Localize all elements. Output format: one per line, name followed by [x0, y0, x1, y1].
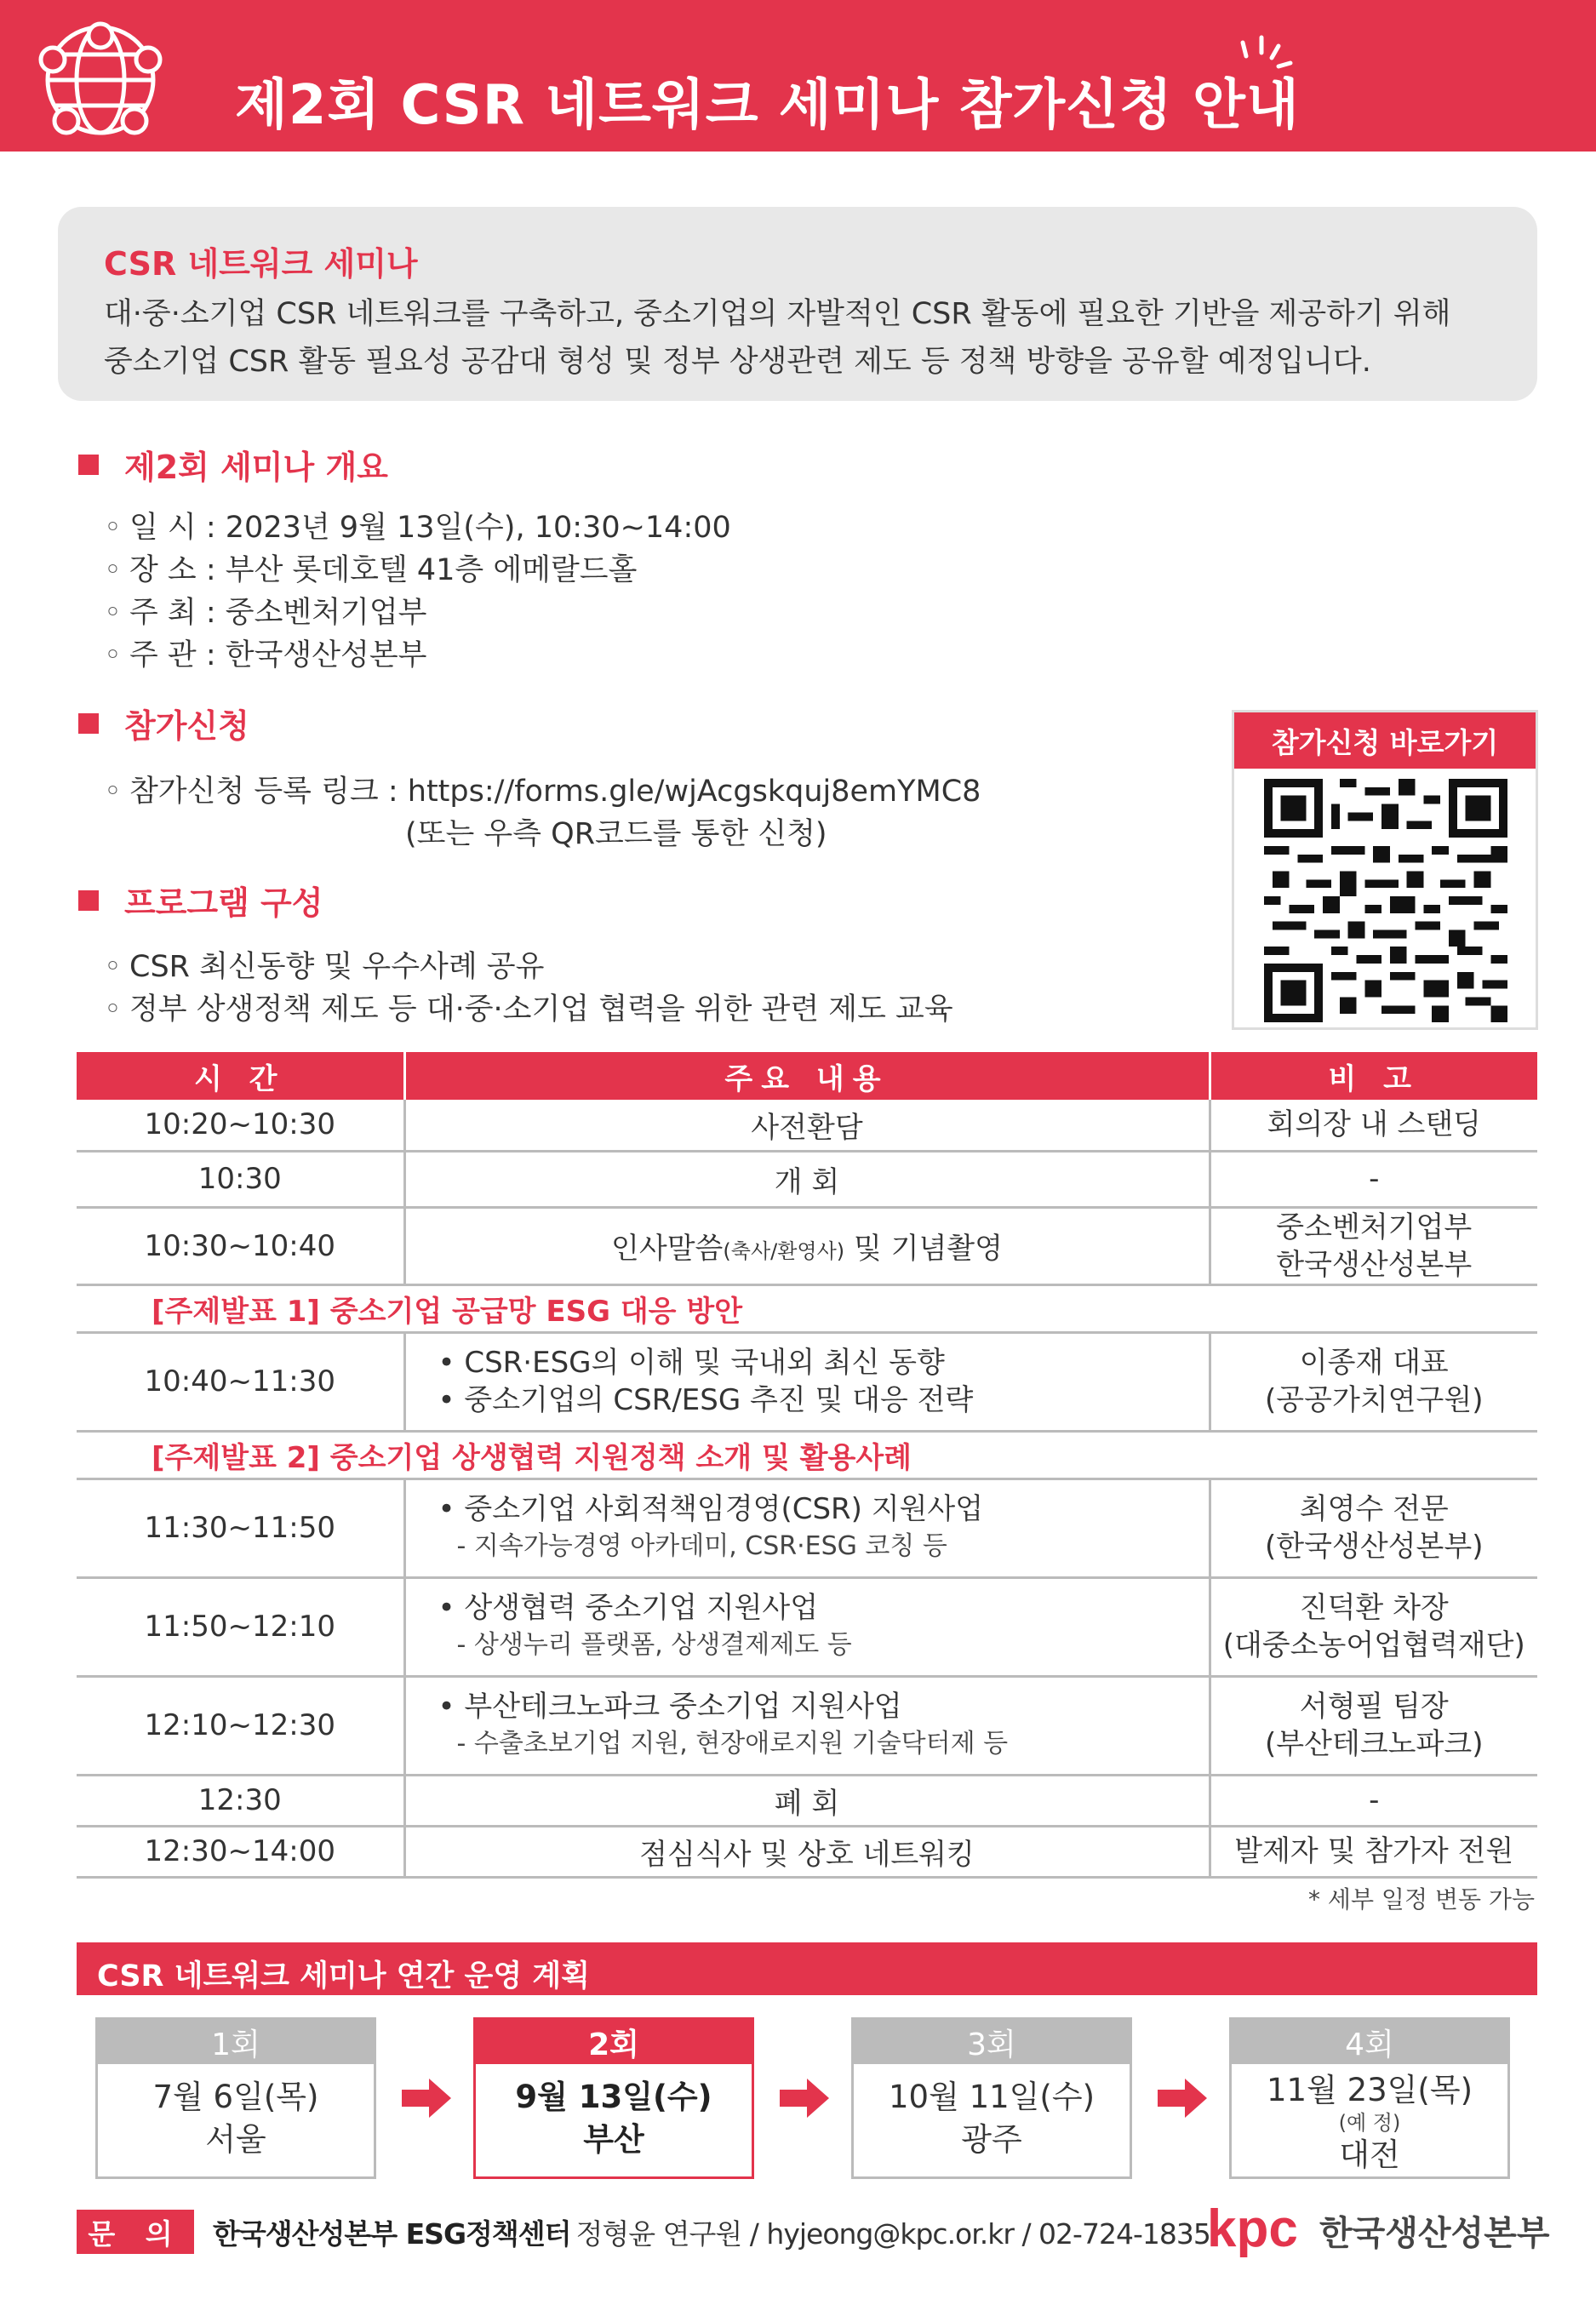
section-square-icon	[78, 713, 99, 734]
topic-title: [주제발표 2] 중소기업 상생협력 지원정책 소개 및 활용사례	[77, 1431, 1537, 1479]
program-table	[77, 1052, 1537, 1879]
round-label: 4회	[1232, 2020, 1507, 2064]
program-item-text: CSR 최신동향 및 우수사례 공유	[129, 950, 545, 984]
round-label: 1회	[98, 2020, 374, 2064]
cell-content	[404, 1479, 1210, 1577]
topic-row	[77, 1284, 1537, 1332]
overview-item-text: 장 소 : 부산 롯데호텔 41층 에메랄드홀	[129, 553, 638, 587]
page-title: 제2회 CSR 네트워크 세미나 참가신청 안내	[235, 74, 1300, 137]
schedule-footnote: * 세부 일정 변동 가능	[1308, 1885, 1535, 1913]
content-bullet: • 중소기업 사회적책임경영(CSR) 지원사업	[438, 1492, 984, 1526]
cell-time: 11:30~11:50	[77, 1479, 404, 1577]
cell-note: -	[1210, 1151, 1537, 1207]
note-line: 이종재 대표	[1299, 1346, 1449, 1380]
overview-item: ◦ 일 시 : 2023년 9월 13일(수), 10:30~14:00	[104, 511, 731, 545]
round-body	[1232, 2064, 1507, 2176]
note-line: 최영수 전문	[1299, 1492, 1449, 1526]
intro-title: CSR 네트워크 세미나	[104, 245, 418, 283]
arrow-right-icon	[402, 2077, 451, 2119]
contact-footer	[77, 2210, 1210, 2254]
cell-content	[404, 1207, 1210, 1284]
overview-item-text: 일 시 : 2023년 9월 13일(수), 10:30~14:00	[129, 511, 731, 545]
qr-code-card[interactable]	[1232, 710, 1538, 1030]
table-row	[77, 1100, 1537, 1151]
program-item-text: 정부 상생정책 제도 등 대·중·소기업 협력을 위한 관련 제도 교육	[129, 992, 953, 1027]
round-body	[476, 2064, 752, 2161]
cell-content: 폐 회	[404, 1775, 1210, 1826]
cell-note	[1210, 1676, 1537, 1775]
cell-time: 10:20~10:30	[77, 1100, 404, 1151]
logo-text: 한국생산성본부	[1319, 2213, 1550, 2253]
content-tail: 및 기념촬영	[844, 1232, 1003, 1266]
cell-note	[1210, 1479, 1537, 1577]
content-bullet: • 상생협력 중소기업 지원사업	[438, 1591, 819, 1625]
contact-badge: 문 의	[77, 2210, 194, 2254]
round-city: 부산	[583, 2121, 644, 2158]
annual-plan-title: CSR 네트워크 세미나 연간 운영 계획	[97, 1959, 590, 1993]
cell-content	[404, 1332, 1210, 1431]
cell-time: 12:10~12:30	[77, 1676, 404, 1775]
contact-details[interactable]: 정형윤 연구원 / hyjeong@kpc.or.kr / 02-724-1835	[575, 2216, 1210, 2251]
content-small: (축사/환영사)	[723, 1239, 845, 1263]
kpc-logo-mark-icon	[1207, 2202, 1307, 2258]
cell-content: 개 회	[404, 1151, 1210, 1207]
arrow-right-icon	[1158, 2077, 1207, 2119]
header-note: 비 고	[1210, 1052, 1537, 1100]
note-line: (부산테크노파크)	[1265, 1727, 1484, 1761]
cell-note: -	[1210, 1775, 1537, 1826]
intro-line-2: 중소기업 CSR 활동 필요성 공감대 형성 및 정부 상생관련 제도 등 정책 방향을 공유할 예정입니다.	[104, 345, 1371, 379]
note-line: (공공가치연구원)	[1265, 1383, 1484, 1417]
content-sub: - 상생누리 플랫폼, 상생결제제도 등	[456, 1630, 852, 1660]
table-row	[77, 1151, 1537, 1207]
round-box	[851, 2017, 1132, 2179]
section-title: 참가신청	[124, 707, 249, 745]
round-city: 서울	[205, 2121, 266, 2158]
round-label: 3회	[854, 2020, 1130, 2064]
cell-time: 10:30	[77, 1151, 404, 1207]
cell-note	[1210, 1207, 1537, 1284]
round-body	[854, 2064, 1130, 2161]
cell-note	[1210, 1577, 1537, 1676]
table-row	[77, 1826, 1537, 1877]
cell-content	[404, 1676, 1210, 1775]
apply-link-line[interactable]: ◦ 참가신청 등록 링크 : https://forms.gle/wjAcgskquj8emYMC8	[104, 775, 981, 809]
cell-content: 사전환담	[404, 1100, 1210, 1151]
table-row	[77, 1207, 1537, 1284]
round-box-current	[473, 2017, 754, 2179]
globe-network-icon	[27, 12, 174, 148]
intro-box	[58, 207, 1537, 401]
content-main: 인사말씀	[611, 1232, 724, 1266]
table-header-row	[77, 1052, 1537, 1100]
round-label: 2회	[476, 2020, 752, 2064]
section-square-icon	[78, 455, 99, 475]
header-time: 시 간	[77, 1052, 404, 1100]
table-row	[77, 1479, 1537, 1577]
intro-text	[104, 290, 1517, 386]
cell-time: 10:40~11:30	[77, 1332, 404, 1431]
cell-time: 10:30~10:40	[77, 1207, 404, 1284]
cell-content	[404, 1577, 1210, 1676]
overview-item: ◦ 주 관 : 한국생산성본부	[104, 638, 427, 672]
section-apply-heading	[78, 700, 249, 746]
round-date: 10월 11일(수)	[888, 2079, 1095, 2115]
round-box	[95, 2017, 376, 2179]
sparkle-icon	[1236, 34, 1297, 85]
overview-item: ◦ 주 최 : 중소벤처기업부	[104, 596, 427, 630]
round-date: 11월 23일(목)	[1266, 2072, 1473, 2108]
round-tentative: (예 정)	[1338, 2111, 1401, 2135]
table-row	[77, 1775, 1537, 1826]
section-title: 제2회 세미나 개요	[124, 449, 388, 486]
round-body	[98, 2064, 374, 2161]
note-line: 진덕환 차장	[1299, 1591, 1449, 1625]
content-bullet: • CSR·ESG의 이해 및 국내외 최신 동향	[438, 1346, 945, 1380]
cell-time: 12:30~14:00	[77, 1826, 404, 1877]
table-row	[77, 1332, 1537, 1431]
apply-link-text[interactable]: 참가신청 등록 링크 : https://forms.gle/wjAcgskquj8emYMC8	[129, 775, 981, 809]
cell-time: 12:30	[77, 1775, 404, 1826]
cell-time: 11:50~12:10	[77, 1577, 404, 1676]
arrow-right-icon	[780, 2077, 829, 2119]
round-city: 대전	[1339, 2136, 1400, 2173]
table-row	[77, 1676, 1537, 1775]
annual-plan-bar	[77, 1942, 1537, 1995]
overview-item-text: 주 관 : 한국생산성본부	[129, 638, 427, 672]
note-line: (대중소농어업협력재단)	[1222, 1628, 1525, 1662]
content-bullet: • 중소기업의 CSR/ESG 추진 및 대응 전략	[438, 1383, 974, 1417]
topic-title: [주제발표 1] 중소기업 공급망 ESG 대응 방안	[77, 1284, 1537, 1332]
note-line: (한국생산성본부)	[1265, 1530, 1484, 1564]
logo-mark-text: kpc	[1207, 2202, 1298, 2258]
section-square-icon	[78, 890, 99, 911]
section-overview-heading	[78, 441, 388, 488]
content-sub: - 지속가능경영 아카데미, CSR·ESG 코칭 등	[456, 1531, 947, 1561]
apply-qr-note: (또는 우측 QR코드를 통한 신청)	[405, 817, 827, 851]
table-row	[77, 1577, 1537, 1676]
kpc-logo	[1207, 2199, 1549, 2261]
contact-org: 한국생산성본부 ESG정책센터	[213, 2216, 571, 2251]
note-line: 중소벤처기업부	[1276, 1210, 1473, 1244]
cell-note: 발제자 및 참가자 전원	[1210, 1826, 1537, 1877]
overview-item: ◦ 장 소 : 부산 롯데호텔 41층 에메랄드홀	[104, 553, 638, 587]
content-sub: - 수출초보기업 지원, 현장애로지원 기술닥터제 등	[456, 1729, 1009, 1759]
header-content: 주요 내용	[404, 1052, 1210, 1100]
cell-content: 점심식사 및 상호 네트워킹	[404, 1826, 1210, 1877]
program-item: ◦ CSR 최신동향 및 우수사례 공유	[104, 950, 545, 984]
program-item: ◦ 정부 상생정책 제도 등 대·중·소기업 협력을 위한 관련 제도 교육	[104, 992, 953, 1027]
topic-row	[77, 1431, 1537, 1479]
round-date: 7월 6일(목)	[152, 2079, 319, 2115]
content-bullet: • 부산테크노파크 중소기업 지원사업	[438, 1690, 902, 1724]
qr-code-icon[interactable]	[1261, 779, 1510, 1022]
intro-line-1: 대·중·소기업 CSR 네트워크를 구축하고, 중소기업의 자발적인 CSR 활동에 필요한 기반을 제공하기 위해	[104, 297, 1451, 331]
note-line: 한국생산성본부	[1276, 1247, 1473, 1282]
cell-note: 회의장 내 스탠딩	[1210, 1100, 1537, 1151]
round-box	[1229, 2017, 1510, 2179]
section-program-heading	[78, 877, 323, 924]
section-title: 프로그램 구성	[124, 884, 323, 922]
header-banner	[0, 0, 1596, 152]
cell-note	[1210, 1332, 1537, 1431]
qr-card-title: 참가신청 바로가기	[1234, 712, 1536, 769]
round-date: 9월 13일(수)	[515, 2079, 712, 2115]
note-line: 서형필 팀장	[1299, 1690, 1449, 1724]
round-city: 광주	[961, 2121, 1022, 2158]
overview-item-text: 주 최 : 중소벤처기업부	[129, 596, 427, 630]
